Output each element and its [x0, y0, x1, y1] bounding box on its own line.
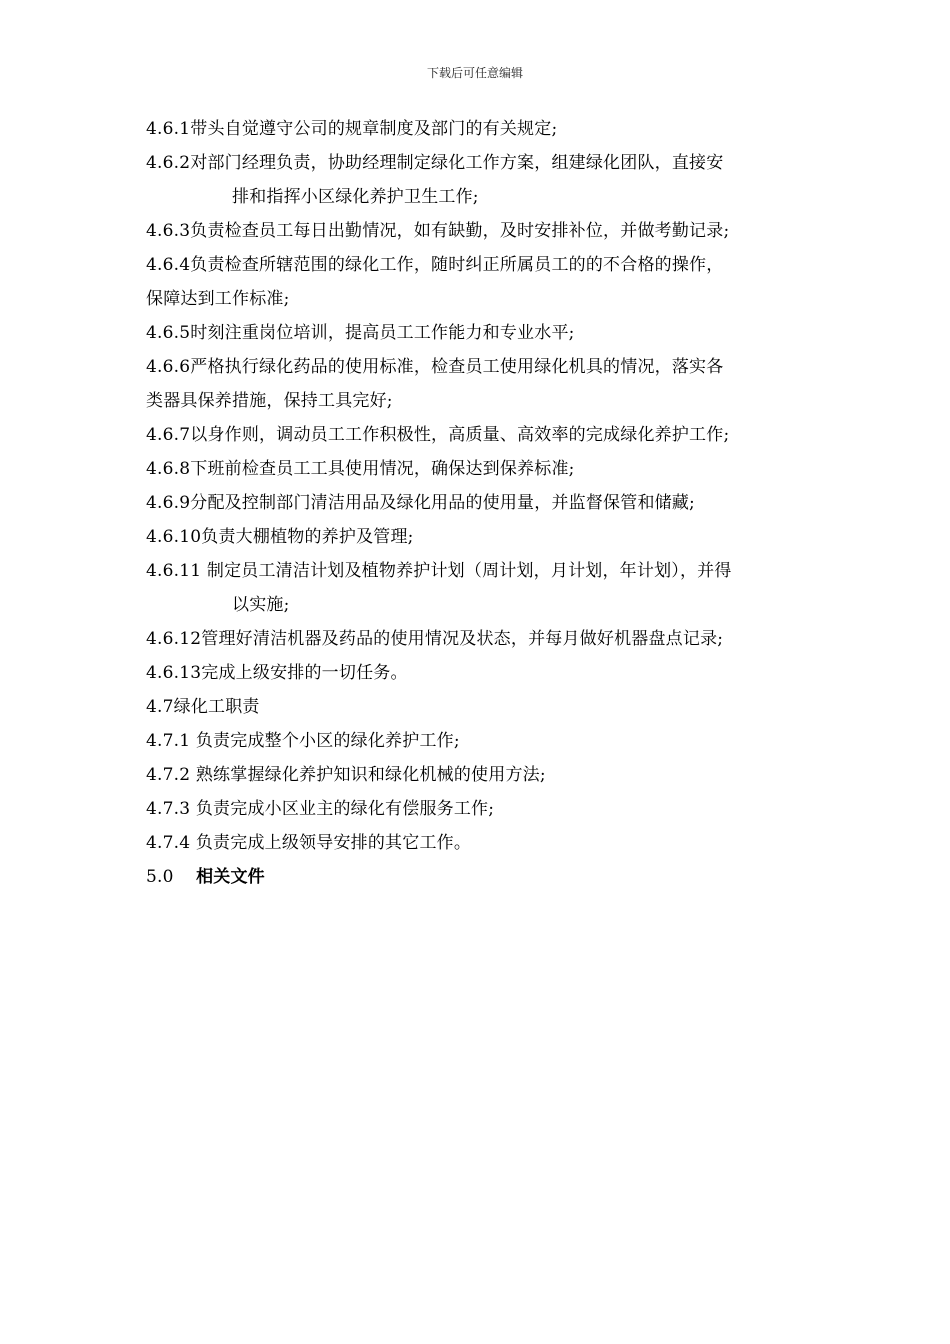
clause-4-6-9: 4.6.9分配及控制部门清洁用品及绿化用品的使用量，并监督保管和储藏; — [146, 493, 695, 513]
document-body — [146, 112, 810, 894]
clause-4-6-2-continued: 排和指挥小区绿化养护卫生工作; — [232, 187, 479, 207]
page-header: 下载后可任意编辑 — [426, 66, 523, 80]
clause-4-7-4: 4.7.4 负责完成上级领导安排的其它工作。 — [146, 833, 472, 853]
clause-4-6-13: 4.6.13完成上级安排的一切任务。 — [146, 663, 408, 683]
clause-4-6-3: 4.6.3负责检查员工每日出勤情况，如有缺勤，及时安排补位，并做考勤记录; — [146, 221, 730, 241]
clause-4-6-6: 4.6.6严格执行绿化药品的使用标准，检查员工使用绿化机具的情况，落实各 — [146, 357, 724, 377]
section-number: 5.0 — [146, 867, 174, 887]
section-5-0-heading — [146, 860, 810, 894]
clause-4-6-4-continued: 保障达到工作标准; — [146, 289, 290, 309]
clause-4-7-1: 4.7.1 负责完成整个小区的绿化养护工作; — [146, 731, 460, 751]
clause-4-6-5: 4.6.5时刻注重岗位培训，提高员工工作能力和专业水平; — [146, 323, 575, 343]
section-title: 相关文件 — [196, 867, 265, 887]
clause-4-6-11-continued: 以实施; — [232, 595, 290, 615]
clause-4-6-6-continued: 类器具保养措施，保持工具完好; — [146, 391, 393, 411]
clause-4-6-12: 4.6.12管理好清洁机器及药品的使用情况及状态，并每月做好机器盘点记录; — [146, 629, 724, 649]
clause-4-6-8: 4.6.8下班前检查员工工具使用情况，确保达到保养标准; — [146, 459, 575, 479]
section-4-7-heading: 4.7绿化工职责 — [146, 697, 260, 717]
clause-4-6-2: 4.6.2对部门经理负责，协助经理制定绿化工作方案，组建绿化团队，直接安 — [146, 153, 724, 173]
clause-4-6-7: 4.6.7以身作则，调动员工工作积极性，高质量、高效率的完成绿化养护工作; — [146, 425, 730, 445]
clause-4-6-11: 4.6.11 制定员工清洁计划及植物养护计划（周计划，月计划，年计划），并得 — [146, 561, 732, 581]
clause-4-6-4: 4.6.4负责检查所辖范围的绿化工作，随时纠正所属员工的的不合格的操作， — [146, 255, 724, 275]
clause-4-6-1: 4.6.1带头自觉遵守公司的规章制度及部门的有关规定; — [146, 119, 558, 139]
clause-4-7-3: 4.7.3 负责完成小区业主的绿化有偿服务工作; — [146, 799, 495, 819]
clause-4-6-10: 4.6.10负责大棚植物的养护及管理; — [146, 527, 414, 547]
clause-4-7-2: 4.7.2 熟练掌握绿化养护知识和绿化机械的使用方法; — [146, 765, 546, 785]
